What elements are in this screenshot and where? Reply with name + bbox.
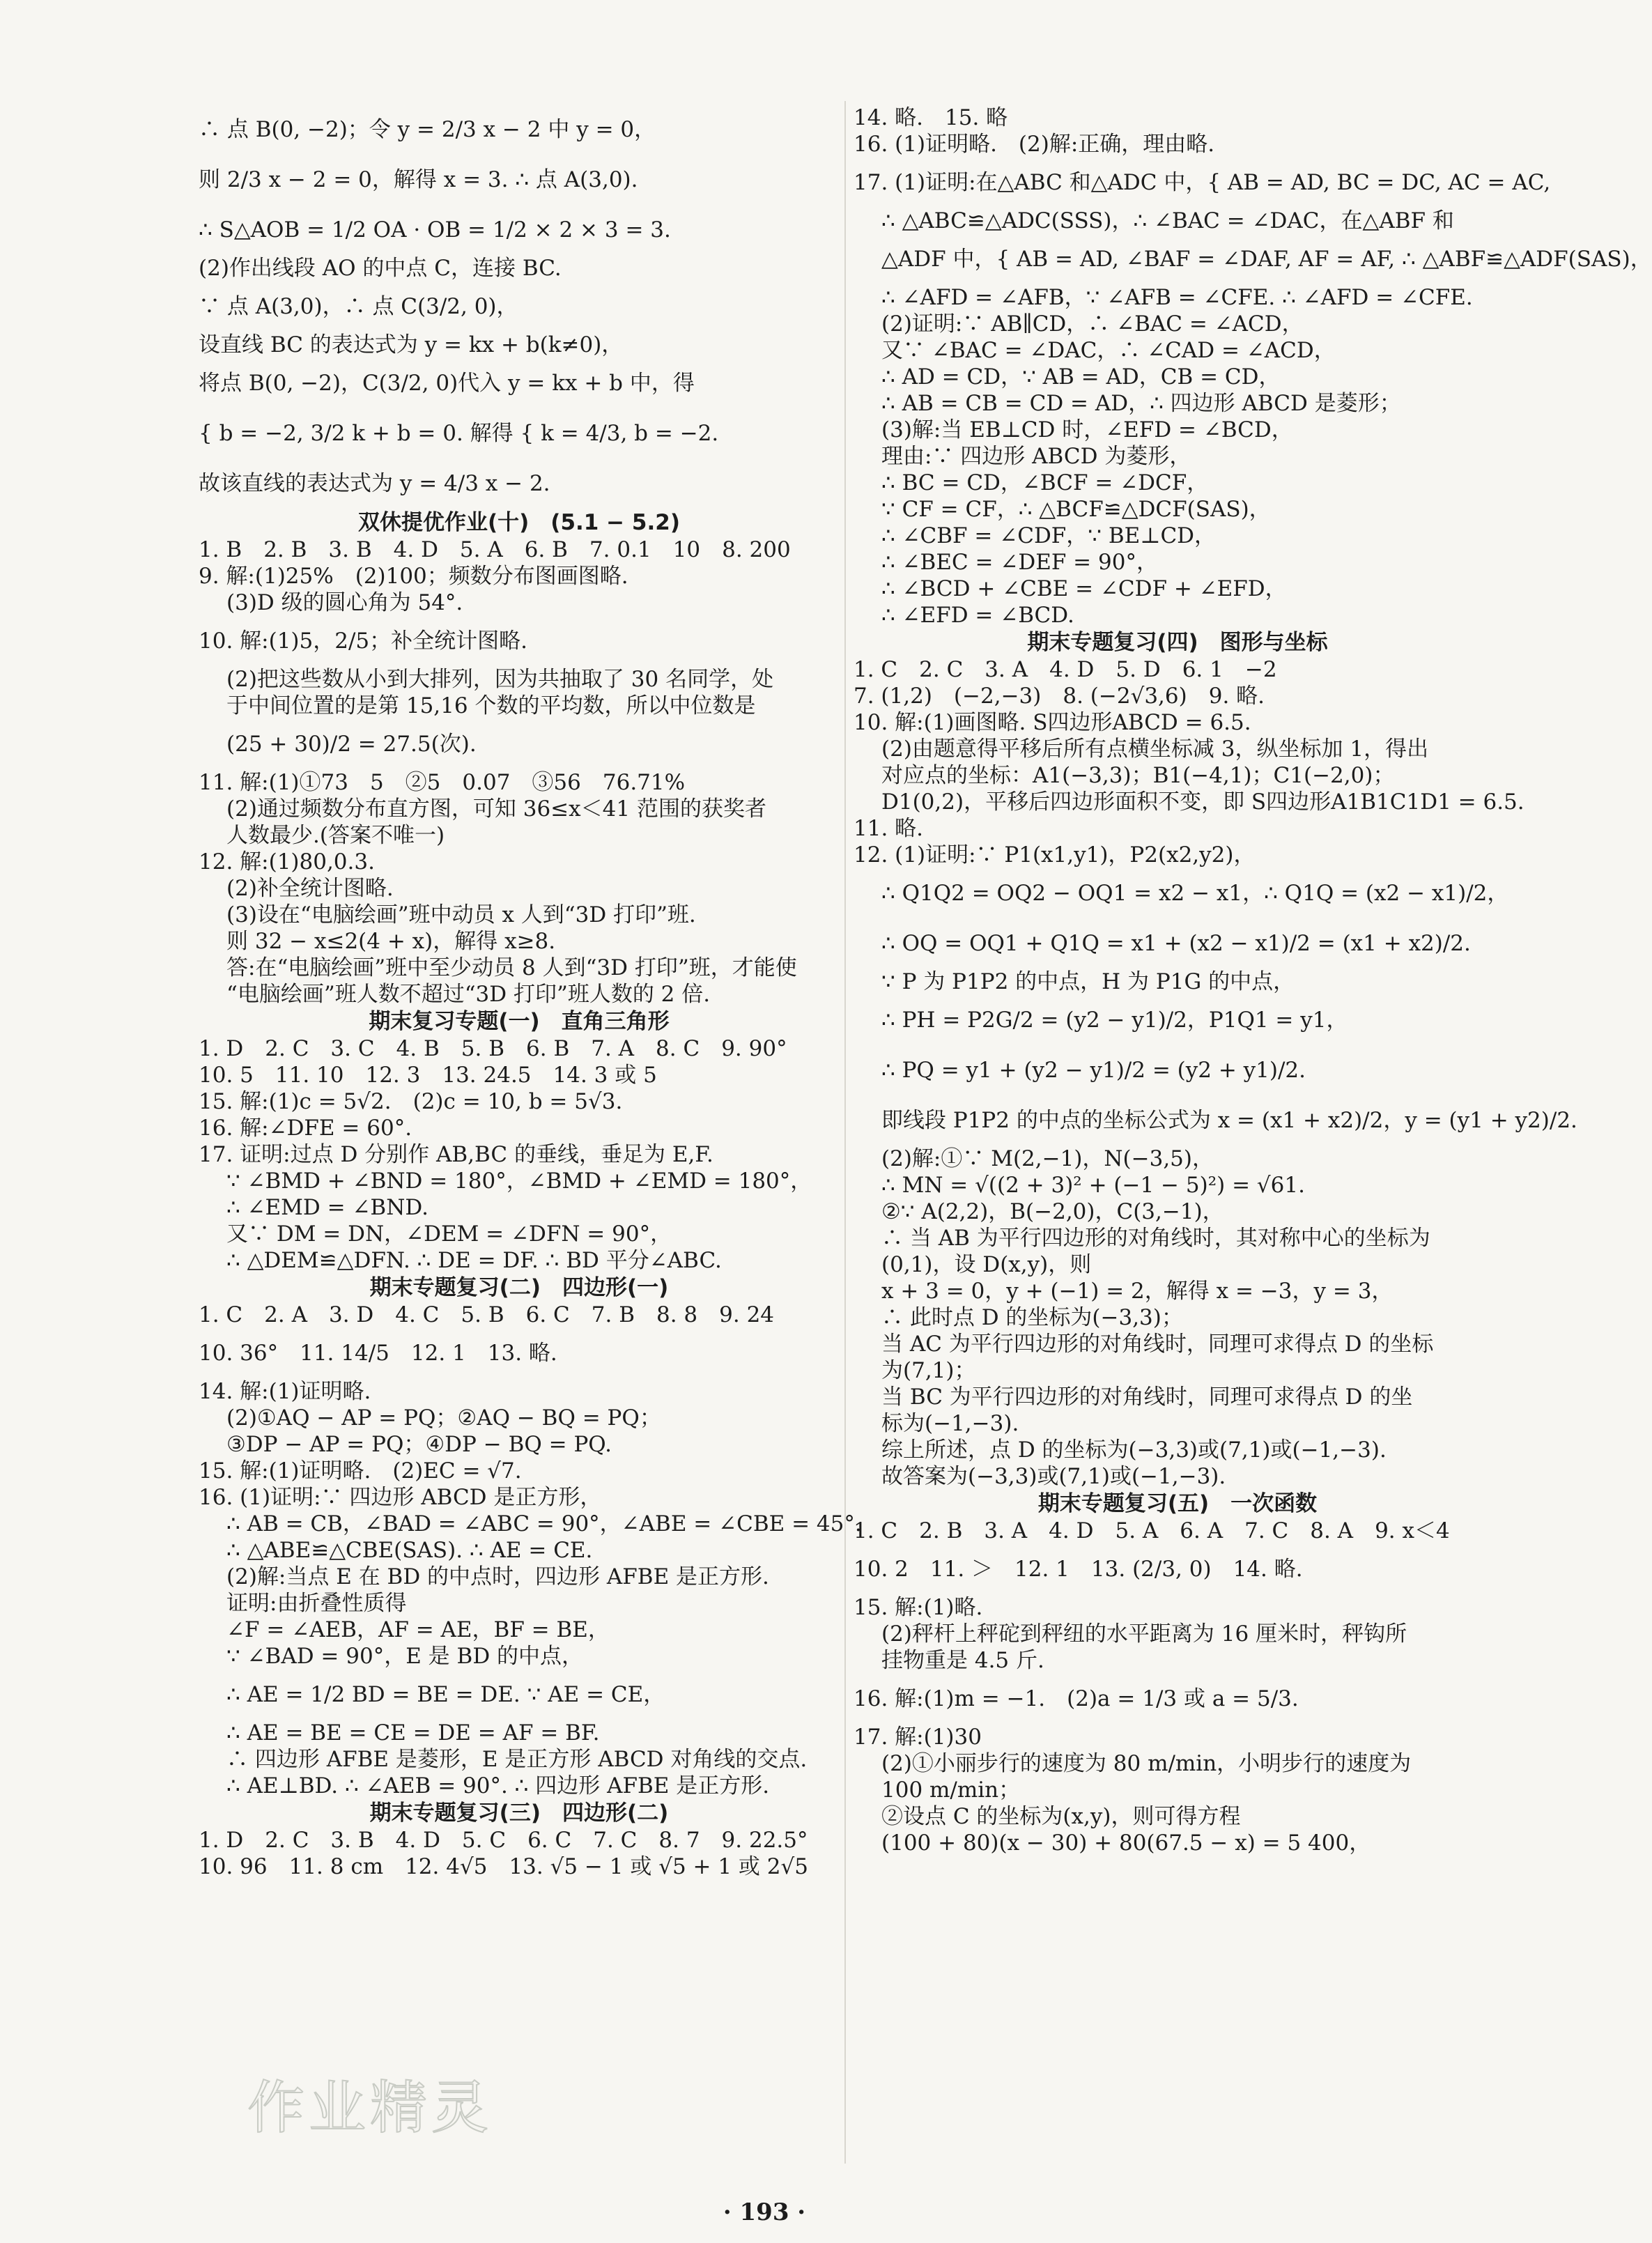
answer-line: 于中间位置的是第 15,16 个数的平均数，所以中位数是 bbox=[226, 693, 756, 718]
answer-line: 17. 解:(1)30 bbox=[854, 1725, 982, 1750]
answer-line: { b = −2, 3/2 k + b = 0. 解得 { k = 4/3, b = −2. bbox=[199, 421, 719, 446]
answer-line: ∴ AE⊥BD. ∴ ∠AEB = 90°. ∴ 四边形 AFBE 是正方形. bbox=[226, 1773, 770, 1798]
page-number: · 193 · bbox=[723, 2198, 806, 2226]
answer-line: 则 2/3 x − 2 = 0，解得 x = 3. ∴ 点 A(3,0). bbox=[199, 167, 638, 192]
answer-line: 10. 解:(1)画图略. S四边形ABCD = 6.5. bbox=[854, 710, 1251, 735]
answer-line: ∴ BC = CD，∠BCF = ∠DCF， bbox=[881, 470, 1209, 495]
answer-line: 故答案为(−3,3)或(7,1)或(−1,−3). bbox=[881, 1464, 1226, 1489]
answer-line: (3)解:当 EB⊥CD 时，∠EFD = ∠BCD， bbox=[881, 417, 1293, 442]
answer-line: 综上所述，点 D 的坐标为(−3,3)或(7,1)或(−1,−3). bbox=[881, 1437, 1387, 1463]
answer-line: 10. 解:(1)5，2/5；补全统计图略. bbox=[199, 629, 527, 654]
answer-line: (0,1)，设 D(x,y)，则 bbox=[881, 1252, 1092, 1277]
answer-line: D1(0,2)，平移后四边形面积不变，即 S四边形A1B1C1D1 = 6.5. bbox=[881, 789, 1524, 815]
answer-line: (3)设在“电脑绘画”班中动员 x 人到“3D 打印”班. bbox=[226, 902, 696, 927]
section-heading: 期末专题复习(三) 四边形(二) bbox=[369, 1801, 669, 1826]
answer-line: ∵ ∠BMD + ∠BND = 180°，∠BMD + ∠EMD = 180°， bbox=[226, 1169, 812, 1194]
answer-line: x + 3 = 0，y + (−1) = 2，解得 x = −3，y = 3， bbox=[881, 1279, 1394, 1304]
answer-line: ∴ PQ = y1 + (y2 − y1)/2 = (y2 + y1)/2. bbox=[881, 1058, 1306, 1083]
answer-line: ∴ ∠EMD = ∠BND. bbox=[226, 1195, 429, 1220]
answer-line: ∵ P 为 P1P2 的中点，H 为 P1G 的中点， bbox=[881, 969, 1295, 994]
answer-line: 16. (1)证明:∵ 四边形 ABCD 是正方形， bbox=[199, 1485, 602, 1510]
answer-line: ∴ 四边形 AFBE 是菱形，E 是正方形 ABCD 对角线的交点. bbox=[226, 1747, 808, 1772]
answer-line: 100 m/min； bbox=[881, 1778, 1021, 1803]
answer-line: (2)由题意得平移后所有点横坐标减 3，纵坐标加 1，得出 bbox=[881, 737, 1429, 762]
answer-line: (2)解:①∵ M(2,−1)，N(−3,5)， bbox=[881, 1146, 1214, 1171]
answer-line: (2)秤杆上秤砣到秤纽的水平距离为 16 厘米时，秤钩所 bbox=[881, 1621, 1407, 1647]
right-column bbox=[854, 105, 1652, 1856]
answer-line: 10. 36° 11. 14/5 12. 1 13. 略. bbox=[199, 1341, 557, 1366]
answer-line: ∵ ∠BAD = 90°，E 是 BD 的中点， bbox=[226, 1644, 584, 1669]
answer-line: ∴ AB = CB = CD = AD，∴ 四边形 ABCD 是菱形； bbox=[881, 391, 1401, 416]
answer-line: 1. C 2. B 3. A 4. D 5. A 6. A 7. C 8. A 9. x＜4 bbox=[854, 1518, 1450, 1543]
answer-line: 对应点的坐标：A1(−3,3)；B1(−4,1)；C1(−2,0)； bbox=[881, 763, 1395, 788]
answer-line: ∴ 此时点 D 的坐标为(−3,3)； bbox=[881, 1305, 1183, 1330]
section-heading: 双休提优作业(十) (5.1 − 5.2) bbox=[357, 510, 681, 535]
answer-line: ∠F = ∠AEB，AF = AE，BF = BE， bbox=[226, 1617, 610, 1642]
answer-line: 又∵ ∠BAC = ∠DAC，∴ ∠CAD = ∠ACD， bbox=[881, 338, 1336, 363]
answer-line: (2)证明:∵ AB∥CD，∴ ∠BAC = ∠ACD， bbox=[881, 311, 1304, 337]
answer-line: 12. 解:(1)80,0.3. bbox=[199, 849, 375, 874]
answer-line: 1. C 2. A 3. D 4. C 5. B 6. C 7. B 8. 8 9. 24 bbox=[199, 1302, 775, 1327]
answer-line: ∴ △ABC≌△ADC(SSS)，∴ ∠BAC = ∠DAC，在△ABF 和 bbox=[881, 208, 1454, 233]
answer-line: (2)通过频数分布直方图，可知 36≤x＜41 范围的获奖者 bbox=[226, 796, 766, 822]
answer-line: 则 32 − x≤2(4 + x)，解得 x≥8. bbox=[226, 929, 556, 954]
answer-line: 12. (1)证明:∵ P1(x1,y1)，P2(x2,y2)， bbox=[854, 842, 1256, 868]
left-column bbox=[199, 105, 862, 1880]
answer-line: 14. 解:(1)证明略. bbox=[199, 1379, 371, 1404]
answer-line: (100 + 80)(x − 30) + 80(67.5 − x) = 5 400， bbox=[881, 1830, 1371, 1856]
answer-line: ∴ AE = 1/2 BD = BE = DE. ∵ AE = CE， bbox=[226, 1682, 665, 1707]
answer-line: 17. (1)证明:在△ABC 和△ADC 中，{ AB = AD, BC = DC, AC = AC, bbox=[854, 170, 1551, 195]
answer-line: 故该直线的表达式为 y = 4/3 x − 2. bbox=[199, 471, 550, 496]
answer-line: (2)补全统计图略. bbox=[226, 876, 394, 901]
answer-line: ∵ 点 A(3,0)，∴ 点 C(3/2, 0)， bbox=[199, 294, 518, 319]
answer-line: ∴ 当 AB 为平行四边形的对角线时，其对称中心的坐标为 bbox=[881, 1226, 1430, 1251]
answer-line: (25 + 30)/2 = 27.5(次). bbox=[226, 732, 477, 757]
answer-line: 1. D 2. C 3. C 4. B 5. B 6. B 7. A 8. C 9. 90° bbox=[199, 1036, 787, 1061]
answer-line: ③DP − AP = PQ；④DP − BQ = PQ. bbox=[226, 1432, 612, 1457]
answer-line: 11. 解:(1)①73 5 ②5 0.07 ③56 76.71% bbox=[199, 770, 686, 795]
answer-line: △ADF 中，{ AB = AD, ∠BAF = ∠DAF, AF = AF, ∴ △ABF≌△ADF(SAS)， bbox=[881, 247, 1652, 272]
section-heading: 期末专题复习(五) 一次函数 bbox=[1037, 1491, 1318, 1516]
answer-line: ∴ OQ = OQ1 + Q1Q = x1 + (x2 − x1)/2 = (x1 + x2)/2. bbox=[881, 931, 1471, 956]
answer-line: 设直线 BC 的表达式为 y = kx + b(k≠0)， bbox=[199, 332, 624, 357]
answer-line: ∴ △DEM≌△DFN. ∴ DE = DF. ∴ BD 平分∠ABC. bbox=[226, 1248, 722, 1273]
section-heading: 期末专题复习(二) 四边形(一) bbox=[369, 1275, 669, 1300]
answer-line: 为(7,1)； bbox=[881, 1358, 976, 1383]
answer-line: 14. 略. 15. 略 bbox=[854, 105, 1008, 130]
answer-line: 9. 解:(1)25% (2)100；频数分布图画图略. bbox=[199, 564, 628, 589]
answer-line: 标为(−1,−3). bbox=[881, 1411, 1019, 1436]
answer-line: ∴ AE = BE = CE = DE = AF = BF. bbox=[226, 1720, 600, 1745]
answer-line: (2)①小丽步行的速度为 80 m/min，小明步行的速度为 bbox=[881, 1751, 1412, 1776]
answer-line: 将点 B(0, −2)，C(3/2, 0)代入 y = kx + b 中，得 bbox=[199, 371, 695, 396]
answer-line: “电脑绘画”班人数不超过“3D 打印”班人数的 2 倍. bbox=[226, 982, 711, 1007]
answer-line: ∴ AB = CB，∠BAD = ∠ABC = 90°，∠ABE = ∠CBE = 45°. bbox=[226, 1511, 862, 1536]
answer-line: 当 BC 为平行四边形的对角线时，同理可求得点 D 的坐 bbox=[881, 1385, 1413, 1410]
watermark-logo: 作业精灵 bbox=[247, 2075, 493, 2141]
answer-line: 10. 2 11. ＞ 12. 1 13. (2/3, 0) 14. 略. bbox=[854, 1557, 1303, 1582]
answer-line: ∴ ∠BCD + ∠CBE = ∠CDF + ∠EFD， bbox=[881, 576, 1287, 601]
answer-line: ∴ ∠EFD = ∠BCD. bbox=[881, 603, 1074, 628]
answer-line: ∴ PH = P2G/2 = (y2 − y1)/2，P1Q1 = y1， bbox=[881, 1008, 1348, 1033]
answer-line: (2)把这些数从小到大排列，因为共抽取了 30 名同学，处 bbox=[226, 667, 774, 692]
answer-line: ②设点 C 的坐标为(x,y)，则可得方程 bbox=[881, 1804, 1241, 1829]
answer-line: 7. (1,2) (−2,−3) 8. (−2√3,6) 9. 略. bbox=[854, 684, 1265, 709]
answer-line: 10. 96 11. 8 cm 12. 4√5 13. √5 − 1 或 √5 + 1 或 2√5 bbox=[199, 1854, 808, 1879]
answer-line: 答:在“电脑绘画”班中至少动员 8 人到“3D 打印”班，才能使 bbox=[226, 955, 797, 980]
answer-line: 15. 解:(1)c = 5√2. (2)c = 10, b = 5√3. bbox=[199, 1089, 623, 1114]
answer-line: 11. 略. bbox=[854, 816, 924, 841]
answer-line: 1. C 2. C 3. A 4. D 5. D 6. 1 −2 bbox=[854, 657, 1277, 682]
answer-line: 16. (1)证明略. (2)解:正确，理由略. bbox=[854, 132, 1215, 157]
answer-line: ∴ 点 B(0, −2)；令 y = 2/3 x − 2 中 y = 0， bbox=[199, 117, 656, 142]
answer-line: 证明:由折叠性质得 bbox=[226, 1591, 407, 1616]
answer-line: (2)作出线段 AO 的中点 C，连接 BC. bbox=[199, 256, 562, 281]
column-separator bbox=[844, 101, 846, 2164]
section-heading: 期末专题复习(四) 图形与坐标 bbox=[1027, 630, 1328, 655]
answer-line: (3)D 级的圆心角为 54°. bbox=[226, 590, 463, 615]
answer-line: 挂物重是 4.5 斤. bbox=[881, 1648, 1044, 1673]
answer-line: 15. 解:(1)证明略. (2)EC = √7. bbox=[199, 1458, 522, 1483]
answer-line: ∴ ∠BEC = ∠DEF = 90°， bbox=[881, 550, 1158, 575]
section-heading: 期末复习专题(一) 直角三角形 bbox=[369, 1009, 670, 1034]
answer-line: 当 AC 为平行四边形的对角线时，同理可求得点 D 的坐标 bbox=[881, 1332, 1434, 1357]
answer-line: ∴ △ABE≌△CBE(SAS). ∴ AE = CE. bbox=[226, 1538, 593, 1563]
answer-line: 又∵ DM = DN，∠DEM = ∠DFN = 90°， bbox=[226, 1221, 672, 1247]
answer-line: 1. B 2. B 3. B 4. D 5. A 6. B 7. 0.1 10 8. 200 bbox=[199, 537, 791, 562]
answer-line: 人数最少.(答案不唯一) bbox=[226, 823, 445, 848]
answer-line: ∵ CF = CF，∴ △BCF≌△DCF(SAS)， bbox=[881, 497, 1271, 522]
answer-line: 17. 证明:过点 D 分别作 AB,BC 的垂线，垂足为 E,F. bbox=[199, 1142, 713, 1167]
answer-line: (2)①AQ − AP = PQ；②AQ − BQ = PQ； bbox=[226, 1405, 661, 1431]
answer-line: (2)解:当点 E 在 BD 的中点时，四边形 AFBE 是正方形. bbox=[226, 1564, 769, 1589]
answer-line: 1. D 2. C 3. B 4. D 5. C 6. C 7. C 8. 7 9. 22.5° bbox=[199, 1828, 808, 1853]
answer-line: ∴ Q1Q2 = OQ2 − OQ1 = x2 − x1，∴ Q1Q = (x2 − x1)/2， bbox=[881, 881, 1509, 906]
answer-line: ∴ ∠CBF = ∠CDF，∵ BE⊥CD， bbox=[881, 523, 1217, 548]
answer-line: ∴ AD = CD，∵ AB = AD，CB = CD， bbox=[881, 364, 1281, 390]
answer-line: 10. 5 11. 10 12. 3 13. 24.5 14. 3 或 5 bbox=[199, 1063, 657, 1088]
answer-line: ∴ S△AOB = 1/2 OA · OB = 1/2 × 2 × 3 = 3. bbox=[199, 217, 671, 242]
answer-line: 16. 解:(1)m = −1. (2)a = 1/3 或 a = 5/3. bbox=[854, 1686, 1299, 1711]
answer-line: ②∵ A(2,2)，B(−2,0)，C(3,−1)， bbox=[881, 1199, 1224, 1224]
answer-line: 即线段 P1P2 的中点的坐标公式为 x = (x1 + x2)/2，y = (y1 + y2)/2. bbox=[881, 1108, 1577, 1133]
answer-line: 15. 解:(1)略. bbox=[854, 1595, 983, 1620]
answer-line: 16. 解:∠DFE = 60°. bbox=[199, 1116, 412, 1141]
answer-line: 理由:∵ 四边形 ABCD 为菱形， bbox=[881, 444, 1191, 469]
answer-line: ∴ MN = √((2 + 3)² + (−1 − 5)²) = √61. bbox=[881, 1173, 1305, 1198]
answer-line: ∴ ∠AFD = ∠AFB，∵ ∠AFB = ∠CFE. ∴ ∠AFD = ∠CFE. bbox=[881, 285, 1473, 310]
